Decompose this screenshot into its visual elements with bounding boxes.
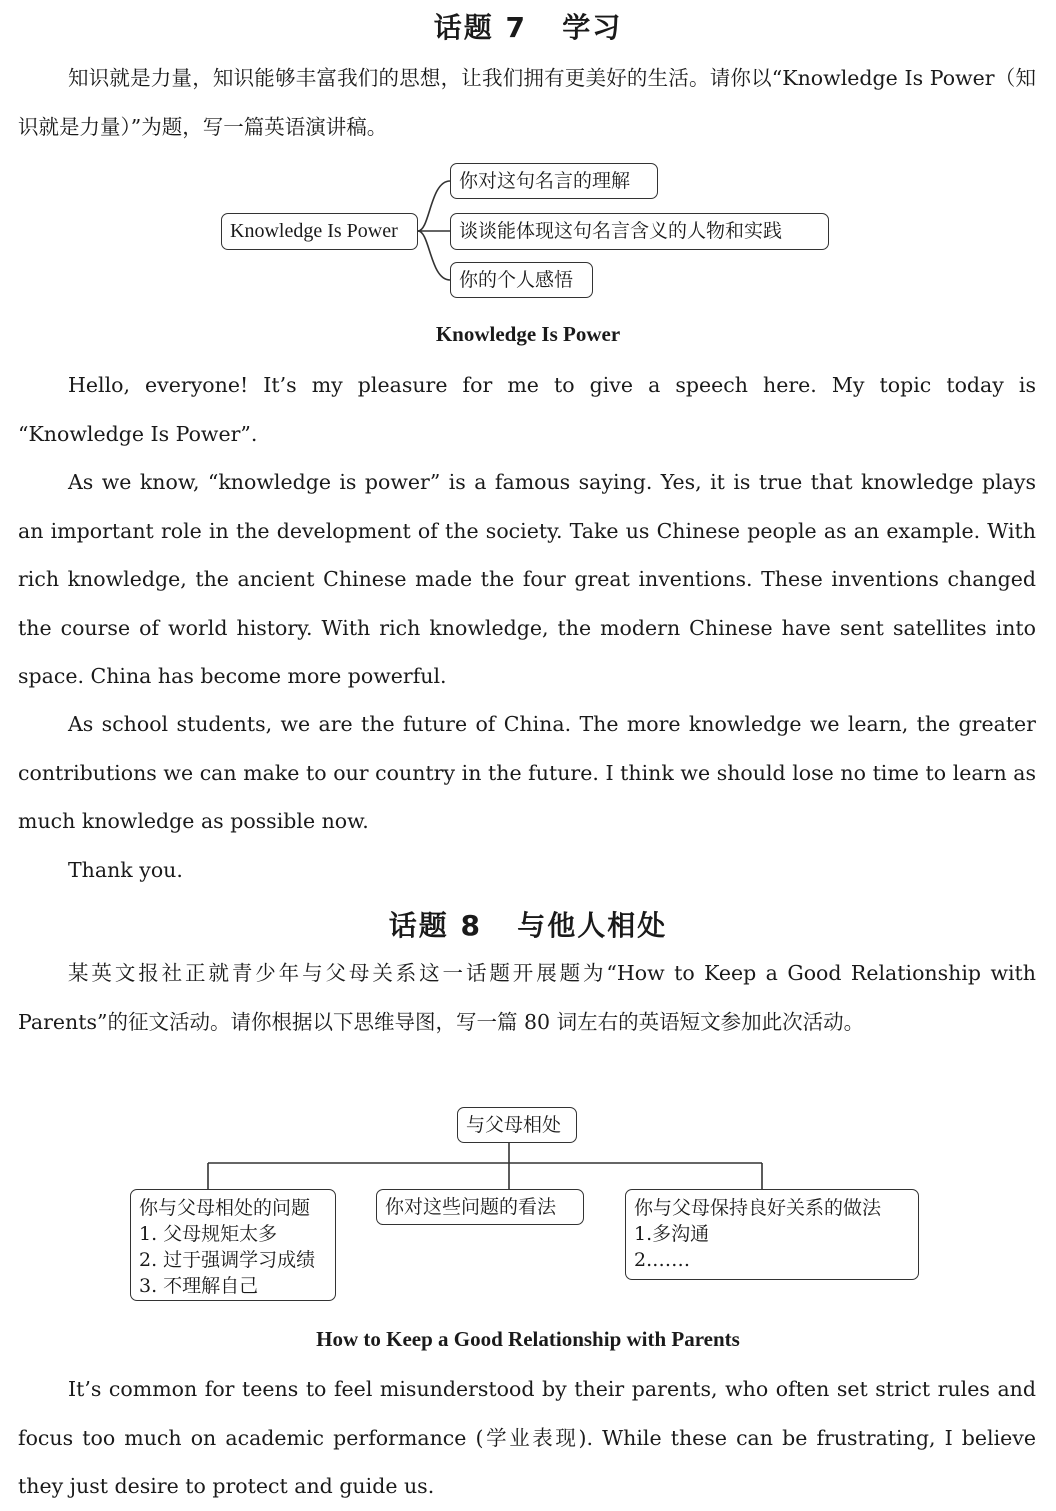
topic8-mindmap-left-item-1: 1. 父母规矩太多	[139, 1223, 278, 1245]
topic8-mindmap-left-item-2: 2. 过于强调学习成绩	[139, 1249, 316, 1271]
topic7-mindmap-branch-2: 谈谈能体现这句名言含义的人物和实践	[450, 213, 829, 250]
topic7-paragraph-2: As we know, “knowledge is power” is a famous saying. Yes, it is true that knowledge plays an important role in the development of the society. Take us Chinese people as an example. With rich knowledge, the ancient Chinese made the four great inventions. These inventions changed the course of world history. With rich knowledge, the modern Chinese have sent satellites into space. China has become more powerful.	[18, 470, 1036, 688]
topic8-mindmap-right-item-1: 1.多沟通	[634, 1223, 710, 1245]
topic7-paragraph-3: As school students, we are the future of China. The more knowledge we learn, the greater contributions we can make to our country in the future. I think we should lose no time to learn as much knowledge as possible now.	[18, 712, 1036, 833]
topic8-mindmap-right-item-2: 2.……	[634, 1249, 691, 1271]
topic7-paragraph-1: Hello, everyone! It’s my pleasure for me to give a speech here. My topic today is “Knowledge Is Power”.	[18, 373, 1036, 446]
topic8-mindmap-right-box	[625, 1189, 919, 1280]
topic8-essay-title: How to Keep a Good Relationship with Parents	[316, 1327, 740, 1351]
topic8-mindmap-left-item-3: 3. 不理解自己	[139, 1275, 259, 1297]
topic7-paragraph-4: Thank you.	[68, 858, 183, 882]
topic8-heading: 话题 8 与他人相处	[388, 909, 668, 942]
topic7-mindmap-branch-3: 你的个人感悟	[450, 262, 593, 298]
topic7-heading: 话题 7 学习	[433, 11, 623, 44]
topic7-mindmap-branch-1: 你对这句名言的理解	[450, 163, 658, 199]
topic8-mindmap-right-title: 你与父母保持良好关系的做法	[634, 1197, 882, 1219]
topic7-mindmap-center: Knowledge Is Power	[221, 213, 418, 250]
topic8-mindmap-middle-box: 你对这些问题的看法	[376, 1189, 584, 1225]
topic8-intro: 某英文报社正就青少年与父母关系这一话题开展题为“How to Keep a Good Relationship with Parents”的征文活动。请你根据以下思维导图，写一篇 80 词左右的英语短文参加此次活动。	[18, 961, 1036, 1034]
topic8-mindmap-left-title: 你与父母相处的问题	[139, 1197, 311, 1219]
topic7-essay-title: Knowledge Is Power	[435, 322, 621, 346]
topic8-paragraph-1: It’s common for teens to feel misunderstood by their parents, who often set strict rules and focus too much on academic performance (学业表现). While these can be frustrating, I believe they just desire to protect and guide us.	[18, 1377, 1036, 1498]
topic7-intro: 知识就是力量，知识能够丰富我们的思想，让我们拥有更美好的生活。请你以“Knowledge Is Power（知识就是力量）”为题，写一篇英语演讲稿。	[18, 66, 1036, 139]
topic8-mindmap-root: 与父母相处	[457, 1107, 577, 1143]
topic8-mindmap-left-box	[130, 1189, 336, 1301]
